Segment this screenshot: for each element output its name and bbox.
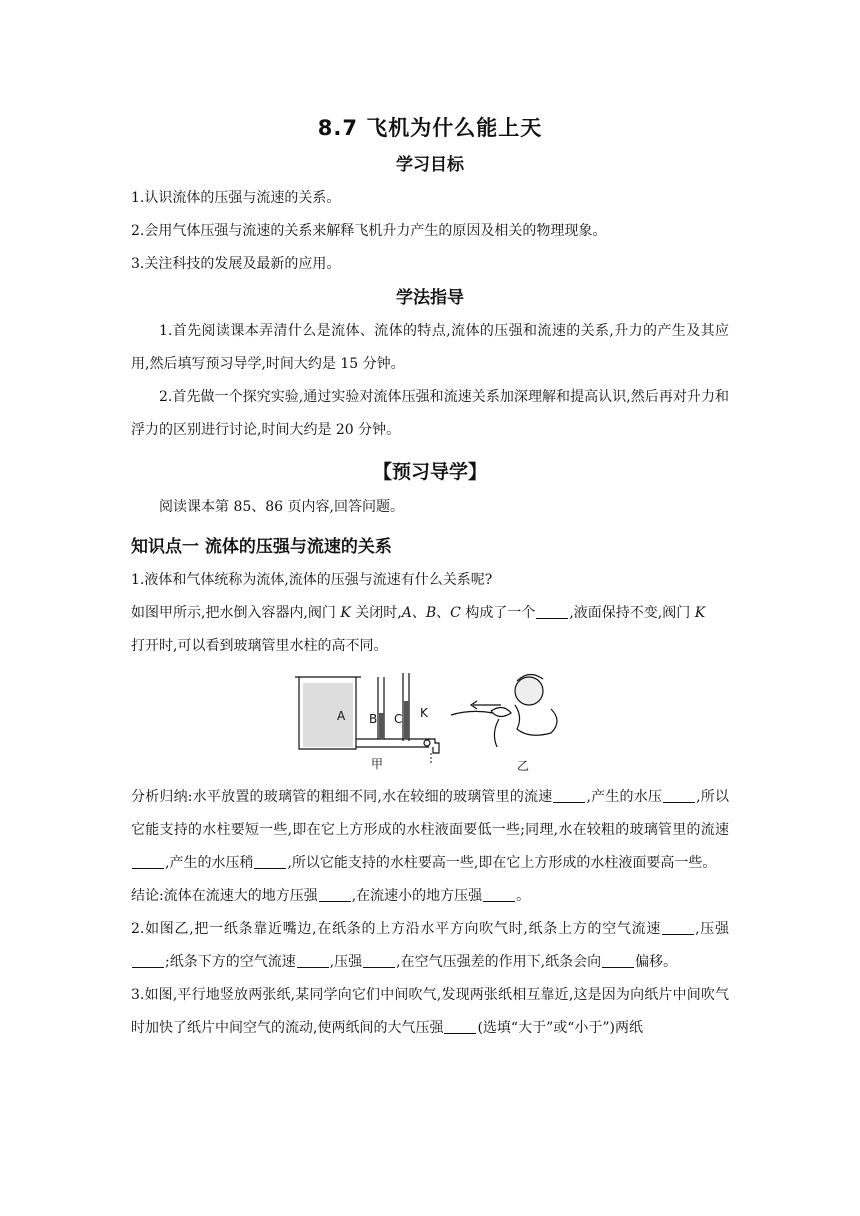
label-k: K <box>420 706 428 720</box>
text: ,产生的水压稍 <box>165 855 254 871</box>
method-heading: 学法指导 <box>396 288 464 308</box>
text: 。 <box>516 888 531 904</box>
label-c: C <box>394 712 403 726</box>
document-content <box>131 108 729 1045</box>
question-1-line-2 <box>131 597 729 663</box>
answer-blank[interactable] <box>132 953 164 968</box>
answer-blank[interactable] <box>662 920 694 935</box>
method-item: 1.首先阅读课本弄清什么是流体、流体的特点,流体的压强和流速的关系,升力的产生及其应用,然后填写预习导学,时间大约是 15 分钟。 <box>131 323 729 372</box>
text: ,压强 <box>695 921 729 937</box>
answer-blank[interactable] <box>553 788 585 803</box>
var-k: K <box>340 605 351 621</box>
goal-item: 2.会用气体压强与流速的关系来解释飞机升力产生的原因及相关的物理现象。 <box>131 223 607 239</box>
var-c: C <box>450 605 461 621</box>
answer-blank[interactable] <box>132 854 164 869</box>
var-k: K <box>694 605 706 621</box>
conclusion-paragraph <box>131 880 729 913</box>
method-item: 2.首先做一个探究实验,通过实验对流体压强和流速关系加深理解和提高认识,然后再对升力和浮力的区别进行讨论,时间大约是 20 分钟。 <box>131 389 729 438</box>
text: ,压强 <box>329 954 363 970</box>
goals-heading: 学习目标 <box>396 155 464 175</box>
answer-blank[interactable] <box>663 788 695 803</box>
question-1-line-1: 1.液体和气体统称为流体,流体的压强与流速有什么关系呢? <box>131 572 493 588</box>
text: 2.如图乙,把一纸条靠近嘴边,在纸条的上方沿水平方向吹气时,纸条上方的空气流速 <box>131 921 662 937</box>
label-b: B <box>369 712 378 726</box>
text: 3.如图,平行地竖放两张纸,某同学向它们中间吹气,发现两张纸相互靠近,这是因为向纸片中间吹气时加快了纸片中间空气的流动,使两纸间的大气压强 <box>131 987 729 1036</box>
text: ,在流速小的地方压强 <box>351 888 483 904</box>
text: 如图甲所示,把水倒入容器内,阀门 <box>131 605 341 621</box>
question-3 <box>131 979 729 1045</box>
text: 、 <box>436 605 451 621</box>
preview-heading: 【预习导学】 <box>372 461 487 483</box>
answer-blank[interactable] <box>536 604 568 619</box>
page-title: 8.7 飞机为什么能上天 <box>317 116 543 140</box>
goal-item: 1.认识流体的压强与流速的关系。 <box>131 190 341 206</box>
text: ,所以它能支持的水柱要短一些,即在它上方形成的水柱液面要低一些;同理,水在较粗的玻璃管里的流速 <box>131 789 729 838</box>
var-a: A <box>401 605 412 621</box>
answer-blank[interactable] <box>254 854 286 869</box>
text: ,在空气压强差的作用下,纸条会向 <box>396 954 602 970</box>
experiment-figure <box>131 669 729 777</box>
caption-left: 甲 <box>371 757 384 771</box>
text: (选填“大于”或“小于”)两纸 <box>477 1020 644 1036</box>
preview-intro: 阅读课本第 85、86 页内容,回答问题。 <box>159 499 404 515</box>
text: 、 <box>411 605 426 621</box>
label-a: A <box>337 709 346 723</box>
text: ,产生的水压 <box>586 789 663 805</box>
text: 偏移。 <box>635 954 678 970</box>
text: 结论:流体在流速大的地方压强 <box>131 888 318 904</box>
text: 构成了一个 <box>460 605 536 621</box>
answer-blank[interactable] <box>483 887 515 902</box>
text: ,液面保持不变,阀门 <box>569 605 695 621</box>
answer-blank[interactable] <box>363 953 395 968</box>
knowledge-point-heading: 知识点一 流体的压强与流速的关系 <box>131 537 392 557</box>
var-b: B <box>425 605 437 621</box>
answer-blank[interactable] <box>297 953 329 968</box>
answer-blank[interactable] <box>444 1019 476 1034</box>
figure-drawing <box>131 669 729 777</box>
text: 分析归纳:水平放置的玻璃管的粗细不同,水在较细的玻璃管里的流速 <box>131 789 553 805</box>
text: 关闭时, <box>350 605 402 621</box>
text: 打开时,可以看到玻璃管里水柱的高不同。 <box>131 638 388 654</box>
text: ;纸条下方的空气流速 <box>165 954 296 970</box>
caption-right: 乙 <box>517 759 530 773</box>
answer-blank[interactable] <box>319 887 351 902</box>
text: ,所以它能支持的水柱要高一些,即在它上方形成的水柱液面要高一些。 <box>287 855 717 871</box>
answer-blank[interactable] <box>602 953 634 968</box>
analysis-paragraph <box>131 781 729 880</box>
question-2 <box>131 913 729 979</box>
goal-item: 3.关注科技的发展及最新的应用。 <box>131 256 341 272</box>
